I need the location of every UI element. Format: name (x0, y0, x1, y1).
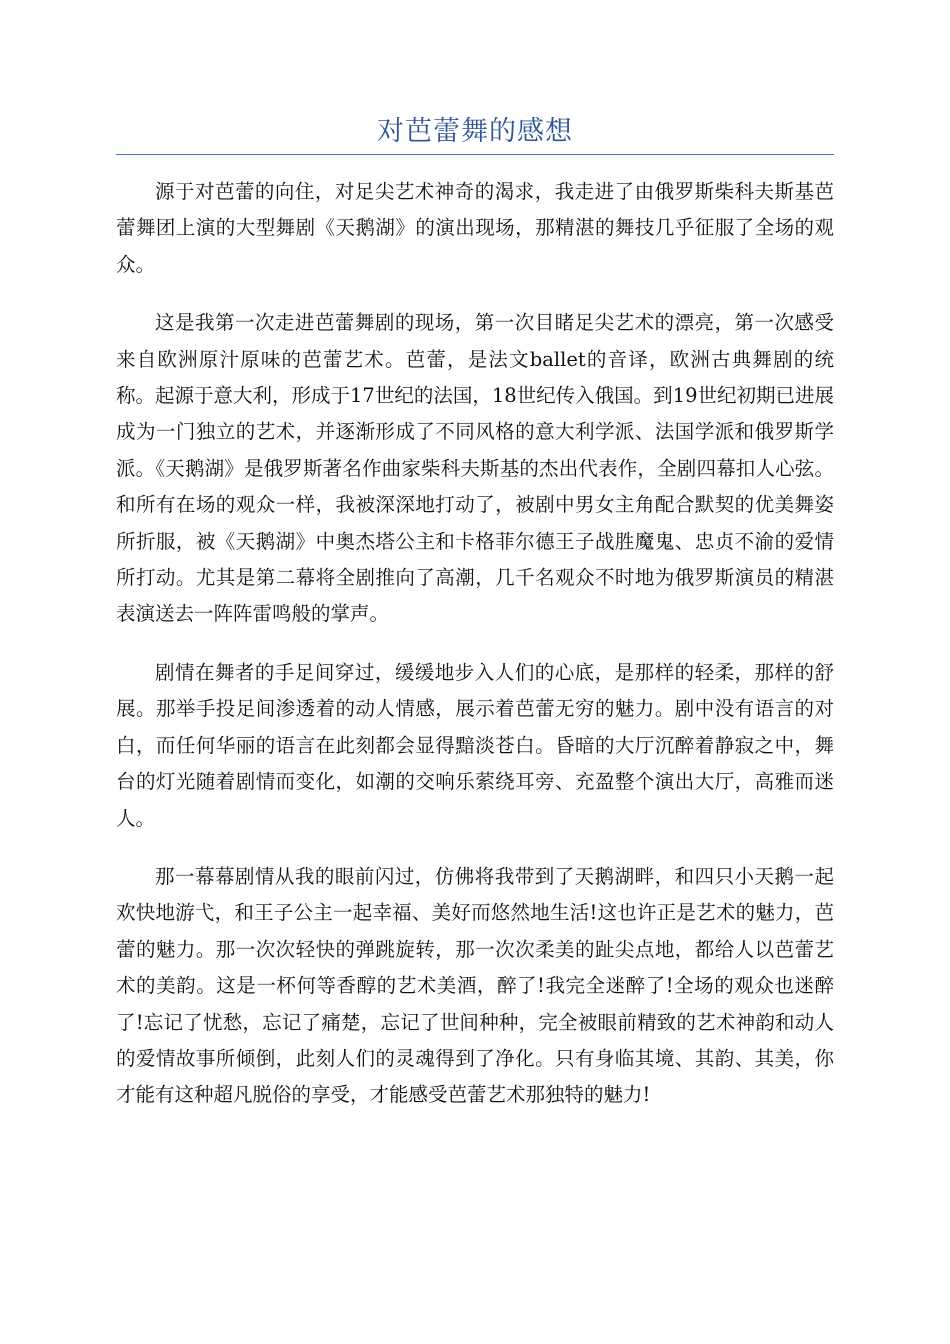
title-underline (116, 154, 834, 155)
paragraph-3: 剧情在舞者的手足间穿过，缓缓地步入人们的心底，是那样的轻柔，那样的舒展。那举手投足间渗透着的动人情感，展示着芭蕾无穷的魅力。剧中没有语言的对白，而任何华丽的语言在此刻都会显得黯淡苍白。昏暗的大厅沉醉着静寂之中，舞台的灯光随着剧情而变化，如潮的交响乐萦绕耳旁、充盈整个演出大厅，高雅而迷人。 (116, 660, 834, 830)
paragraph-4: 那一幕幕剧情从我的眼前闪过，仿佛将我带到了天鹅湖畔，和四只小天鹅一起欢快地游弋，和王子公主一起幸福、美好而悠然地生活!这也许正是艺术的魅力，芭蕾的魅力。那一次次轻快的弹跳旋转，那一次次柔美的趾尖点地，都给人以芭蕾艺术的美韵。这是一杯何等香醇的艺术美酒，醉了!我完全迷醉了!全场的观众也迷醉了!忘记了忧愁，忘记了痛楚，忘记了世间种种，完全被眼前精致的艺术神韵和动人的爱情故事所倾倒，此刻人们的灵魂得到了净化。只有身临其境、其韵、其美，你才能有这种超凡脱俗的享受，才能感受芭蕾艺术那独特的魅力! (116, 864, 834, 1107)
page-title: 对芭蕾舞的感想 (377, 116, 573, 147)
document-body (116, 174, 834, 1136)
paragraph-2: 这是我第一次走进芭蕾舞剧的现场，第一次目睹足尖艺术的漂亮，第一次感受来自欧洲原汁原味的芭蕾艺术。芭蕾，是法文ballet的音译，欧洲古典舞剧的统称。起源于意大利，形成于17世纪的法国，18世纪传入俄国。到19世纪初期已进展成为一门独立的艺术，并逐渐形成了不同风格的意大利学派、法国学派和俄罗斯学派。《天鹅湖》是俄罗斯著名作曲家柴科夫斯基的杰出代表作，全剧四幕扣人心弦。和所有在场的观众一样，我被深深地打动了，被剧中男女主角配合默契的优美舞姿所折服，被《天鹅湖》中奥杰塔公主和卡格菲尔德王子战胜魔鬼、忠贞不渝的爱情所打动。尤其是第二幕将全剧推向了高潮，几千名观众不时地为俄罗斯演员的精湛表演送去一阵阵雷鸣般的掌声。 (116, 311, 834, 626)
paragraph-1: 源于对芭蕾的向住，对足尖艺术神奇的渴求，我走进了由俄罗斯柴科夫斯基芭蕾舞团上演的大型舞剧《天鹅湖》的演出现场，那精湛的舞技几乎征服了全场的观众。 (116, 180, 834, 276)
